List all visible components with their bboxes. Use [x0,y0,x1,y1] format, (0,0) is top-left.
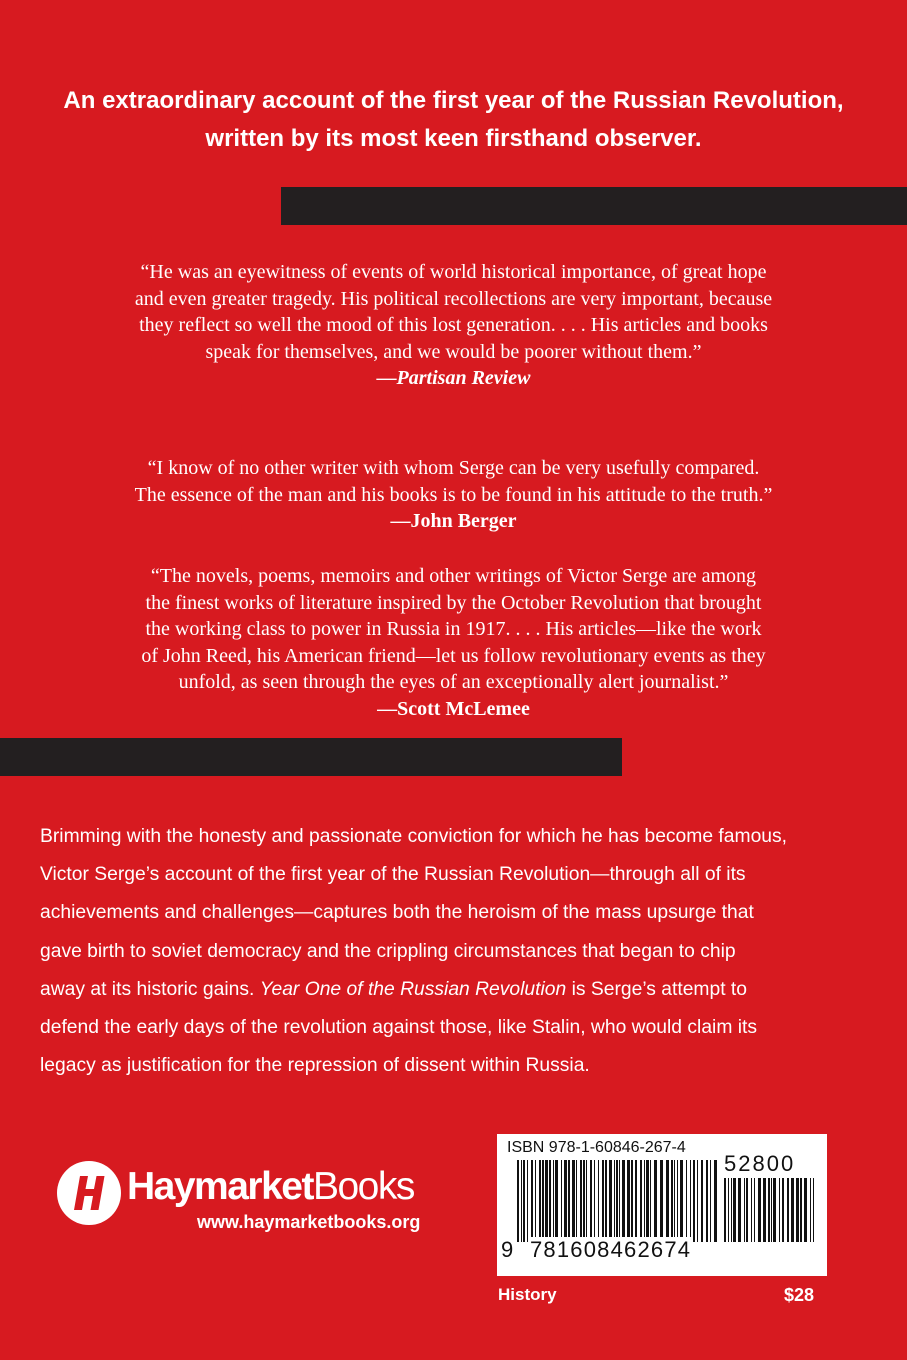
barcode-stripe [590,1160,592,1242]
barcode-stripe [724,1178,726,1242]
barcode-stripe [609,1160,612,1242]
barcode-stripe [531,1160,533,1242]
barcode-stripe [631,1160,633,1242]
barcode-stripe [568,1160,570,1242]
barcode-stripe [779,1178,780,1242]
quote-john-berger [40,455,867,535]
barcode-stripe [690,1160,691,1242]
barcode-stripe [539,1160,541,1242]
quote-line: and even greater tragedy. His political recollections are very important, because [134,287,773,310]
barcode-stripe [782,1178,784,1242]
barcode-stripe [666,1160,669,1242]
barcode-stripe [521,1160,522,1242]
barcode-stripe [686,1160,687,1242]
ean-first-digit: 9 [501,1237,514,1262]
quote-source [40,696,867,723]
quote-dash: — [376,367,397,389]
ean-digits: 781608462674 [530,1237,692,1262]
barcode-stripe [583,1160,585,1242]
tagline [40,82,867,158]
book-price: $28 [784,1285,815,1305]
barcode-stripe [754,1178,755,1242]
barcode-stripe [523,1160,525,1242]
barcode-stripe [746,1178,748,1242]
barcode-stripe [549,1160,551,1242]
barcode-stripe [542,1160,544,1242]
tagline-line: An extraordinary account of the first year of the Russian Revolution, [63,87,844,114]
description-line: defend the early days of the revolution against those, like Stalin, who would claim its [40,1017,758,1039]
barcode-stripe [693,1160,695,1242]
barcode-stripe [800,1178,802,1242]
barcode-stripe [813,1178,814,1242]
quote-line: The essence of the man and his books is to be found in his attitude to the truth.” [134,483,773,506]
barcode-stripe [594,1160,595,1242]
quote-line: of John Reed, his American friend—let us follow revolutionary events as they [141,644,766,667]
quote-line: they reflect so well the mood of this lost generation. . . . His articles and books [139,314,768,336]
barcode-stripe [771,1178,772,1242]
barcode-stripe [555,1160,558,1242]
decorative-bar-middle [0,738,622,776]
quote-line: the finest works of literature inspired by the October Revolution that brought [145,591,762,614]
quote-partisan-review [40,259,867,392]
barcode-stripe [671,1160,673,1242]
barcode-stripe [598,1160,599,1242]
price-barcode [724,1178,814,1242]
book-description [40,818,870,1085]
barcode-stripe [619,1160,620,1242]
barcode-stripe [810,1178,811,1242]
haymarket-h-logo-icon [56,1160,122,1226]
publisher-name-bold: Haymarket [127,1165,313,1208]
quote-line: “The novels, poems, memoirs and other writings of Victor Serge are among [150,565,757,587]
barcode-stripe [644,1160,645,1242]
barcode-stripe [614,1160,615,1242]
barcode-stripe [535,1160,536,1242]
barcode-stripe [680,1160,683,1242]
barcode-stripe [580,1160,582,1242]
barcode-stripe [714,1160,717,1242]
barcode-stripe [553,1160,554,1242]
publisher-name-regular: Books [312,1165,414,1208]
quote-source [40,508,867,535]
barcode-stripe [701,1160,703,1242]
barcode-stripe [791,1178,794,1242]
barcode-stripe [640,1160,642,1242]
tagline-line: written by its most keen firsthand observer. [205,125,702,152]
quote-line: the working class to power in Russia in 1917. . . . His articles—like the work [145,618,762,640]
barcode-stripe [545,1160,548,1242]
barcode-stripe [731,1178,732,1242]
barcode-stripe [733,1178,736,1242]
barcode-stripe [744,1178,745,1242]
barcode-stripe [576,1160,577,1242]
description-text: is Serge’s attempt to [566,978,747,1000]
quote-dash: — [390,510,411,532]
description-text: away at its historic gains. [40,978,260,1000]
barcode-stripe [646,1160,649,1242]
isbn-text: ISBN 978-1-60846-267-4 [507,1139,686,1156]
description-line: legacy as justification for the repression of dissent within Russia. [40,1055,590,1077]
barcode-stripe [660,1160,663,1242]
quote-line: unfold, as seen through the eyes of an exceptionally alert journalist.” [178,671,729,693]
quote-line: “I know of no other writer with whom Serge can be very usefully compared. [147,457,760,479]
ean-barcode [517,1160,717,1242]
barcode-stripe [804,1178,807,1242]
barcode-stripe [787,1178,789,1242]
publisher-name [127,1164,414,1210]
barcode-stripe [706,1160,708,1242]
barcode-stripe [728,1178,729,1242]
description-line: gave birth to soviet democracy and the crippling circumstances that began to chip [40,940,736,962]
quote-source-name: Partisan Review [396,367,531,389]
barcode-stripe [650,1160,651,1242]
barcode-stripe [605,1160,607,1242]
quote-source [40,365,867,392]
barcode-stripe [768,1178,770,1242]
barcode-stripe [564,1160,567,1242]
description-line [40,971,870,1009]
barcode-stripe [674,1160,675,1242]
barcode-stripe [635,1160,637,1242]
barcode-stripe [561,1160,562,1242]
description-line: Victor Serge’s account of the first year of the Russian Revolution—through all of its [40,864,746,886]
barcode-stripe [572,1160,575,1242]
book-title: Year One of the Russian Revolution [259,978,567,1000]
barcode-stripe [697,1160,698,1242]
barcode-stripe [586,1160,587,1242]
quote-line: “He was an eyewitness of events of world historical importance, of great hope [140,261,767,283]
barcode-stripe [796,1178,799,1242]
barcode-stripe [622,1160,625,1242]
quote-line: speak for themselves, and we would be poorer without them.” [205,340,702,363]
quote-source-name: Scott McLemee [397,697,530,720]
barcode-stripe [616,1160,618,1242]
description-line: Brimming with the honesty and passionate conviction for which he has become famous, [40,826,788,847]
barcode-panel [497,1134,827,1276]
barcode-stripe [710,1160,711,1242]
barcode-stripe [758,1178,761,1242]
publisher-logo [56,1160,436,1270]
quote-scott-mclemee [40,563,867,722]
description-line: achievements and challenges—captures both the heroism of the mass upsurge that [40,902,754,924]
barcode-stripe [773,1178,776,1242]
publisher-url: www.haymarketbooks.org [197,1212,421,1232]
decorative-bar-top [281,187,907,225]
barcode-stripe [763,1178,766,1242]
barcode-stripe [654,1160,657,1242]
price-code: 52800 [724,1151,796,1176]
barcode-stripe [517,1160,519,1242]
quote-source-name: John Berger [410,510,517,532]
barcode-stripe [677,1160,678,1242]
book-category: History [498,1285,557,1304]
quote-dash: — [377,697,398,720]
barcode-stripe [738,1178,741,1242]
barcode-stripe [627,1160,630,1242]
barcode-stripe [602,1160,604,1242]
barcode-stripe [527,1160,528,1242]
barcode-stripe [751,1178,752,1242]
